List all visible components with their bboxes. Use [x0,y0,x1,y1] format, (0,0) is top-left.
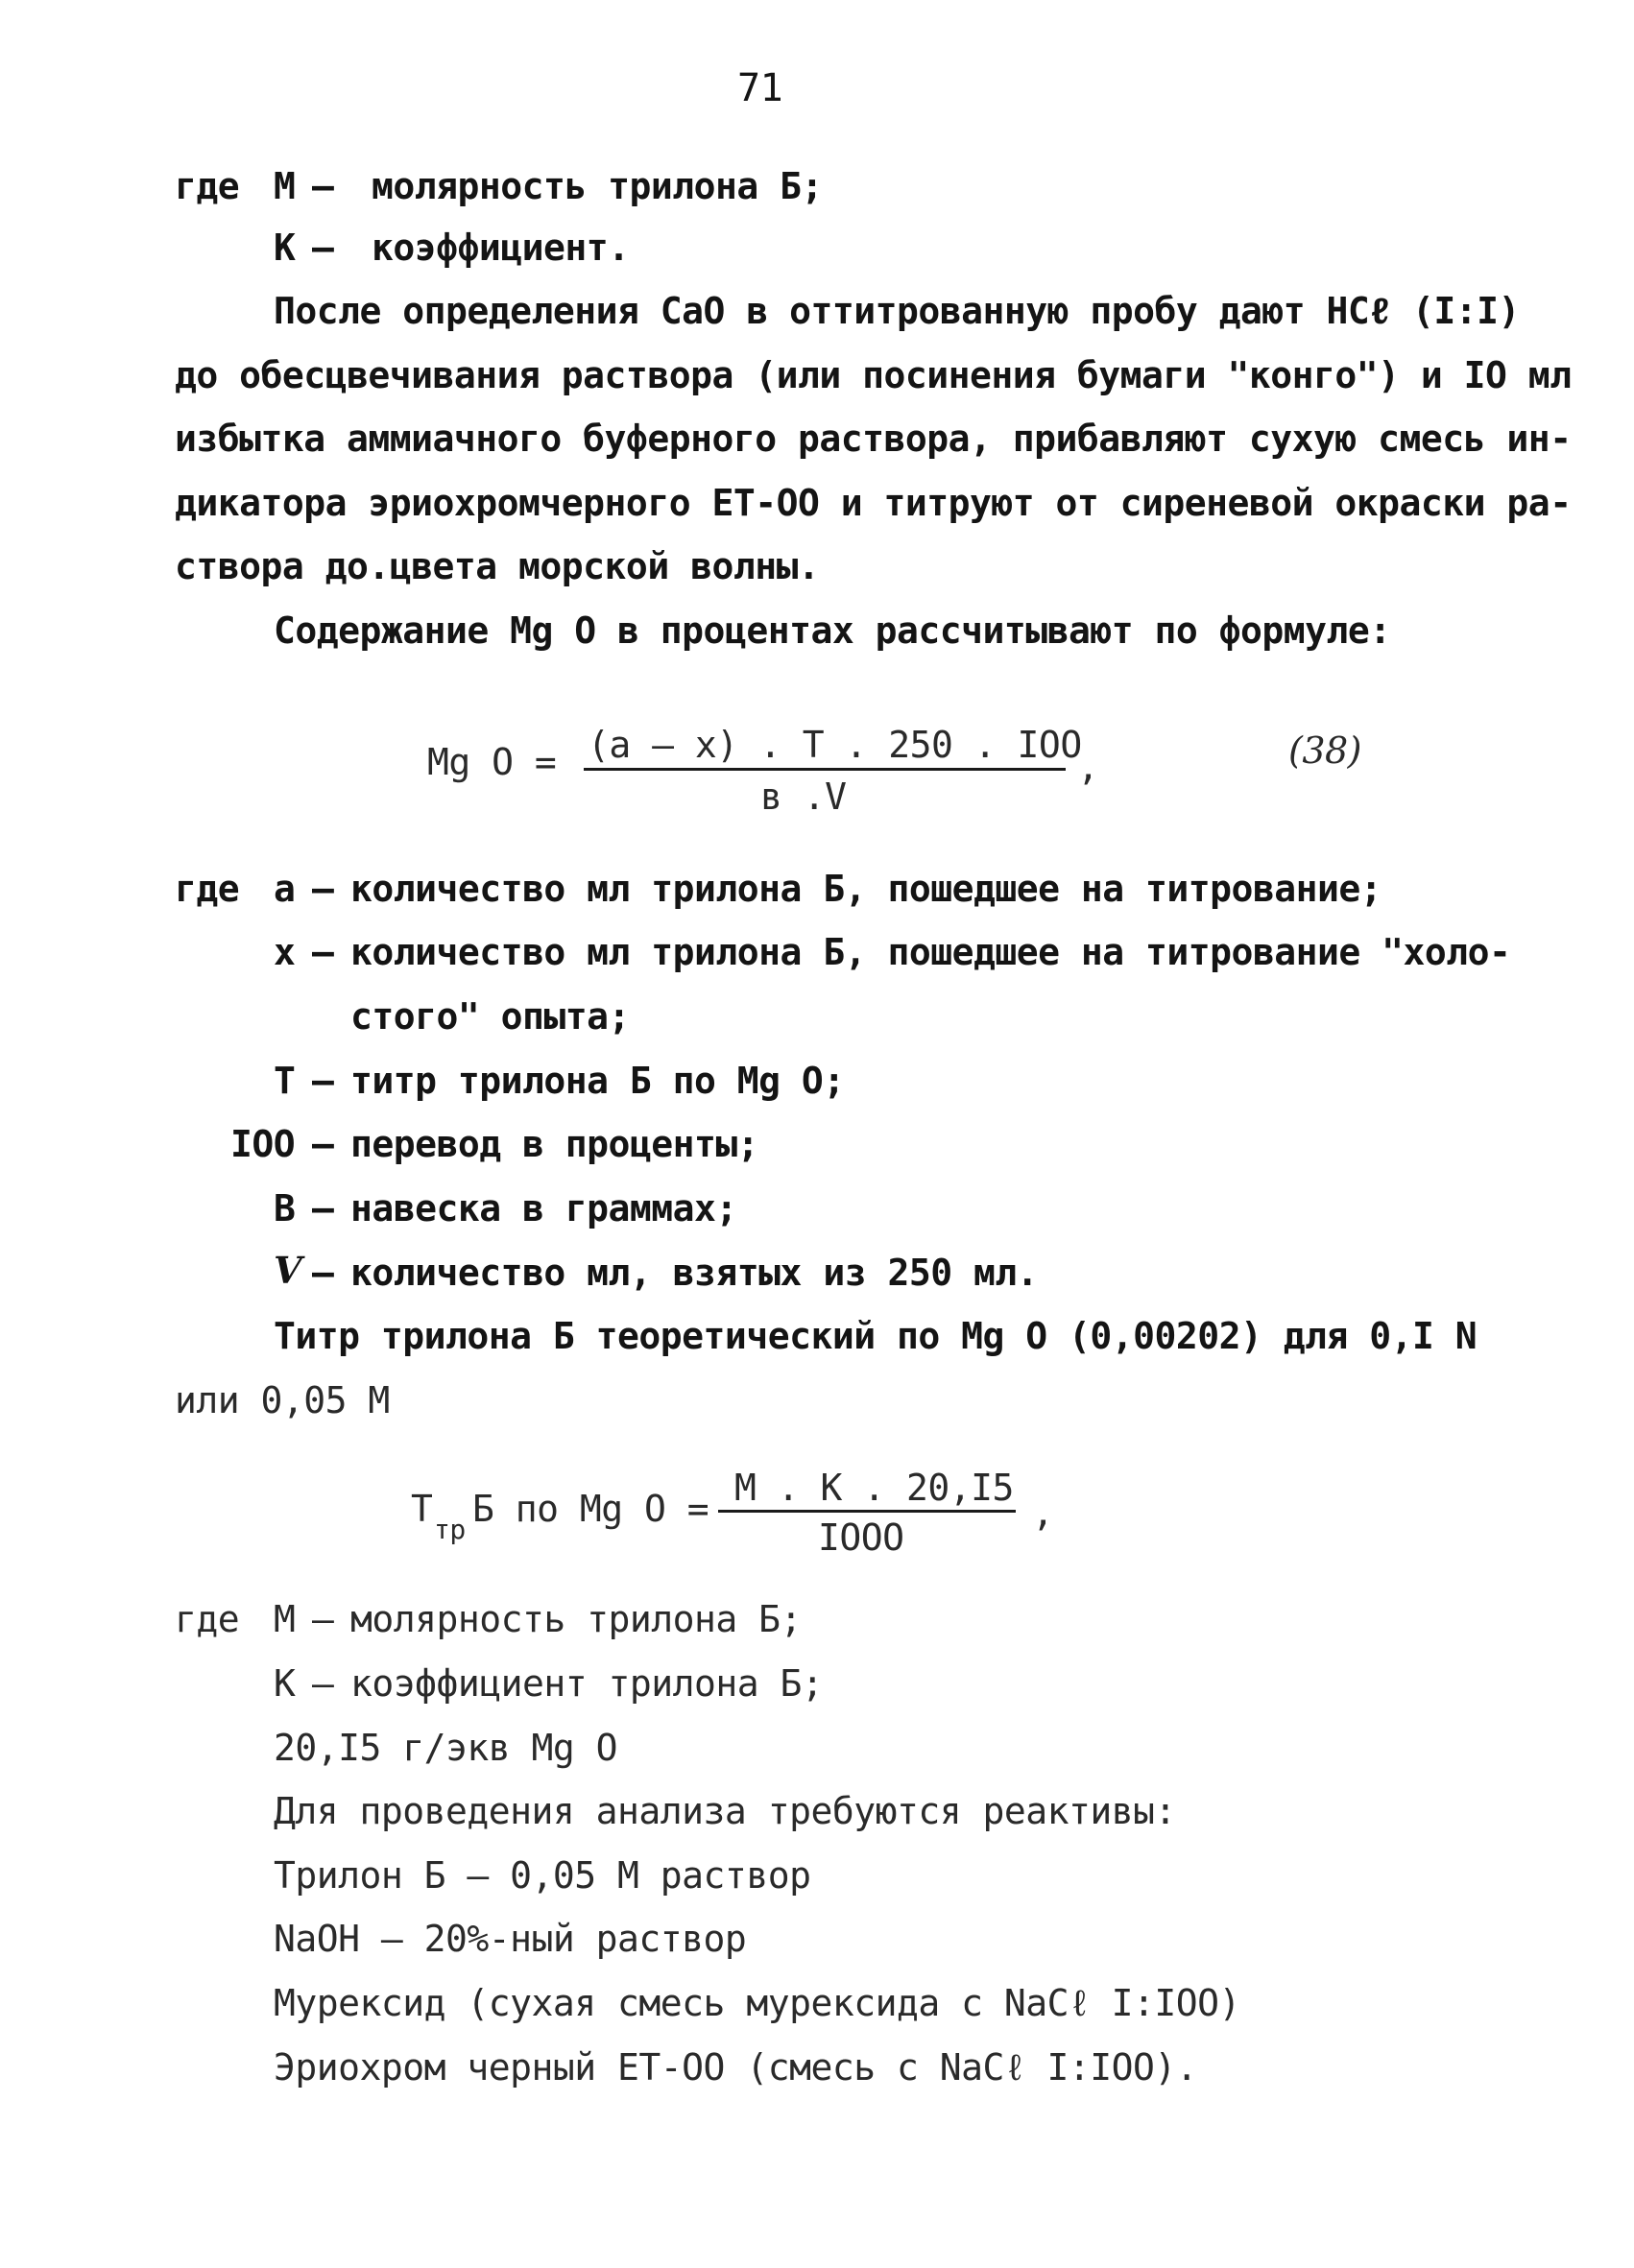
defs2-dash-3: – [312,1060,334,1102]
para1-line-4: створа до.цвета морской волны. [175,545,820,587]
tail-line-3: NаОН – 20%-ный раствор [274,1918,747,1960]
para1-line-3: дикатора эриохромчерного ЕТ-ОО и титруют от сиреневой окраски ра- [175,482,1572,524]
defs2-dash-4: – [312,1123,334,1165]
defs2-sym-4: IOO [230,1123,296,1165]
formula2-tail: , [1032,1492,1054,1534]
defs3-where: где [175,1598,240,1640]
formula1-tail: , [1077,746,1099,788]
para1-line-2: избытка аммиачного буферного раствора, прибавляют сухую смесь ин- [175,418,1572,460]
formula2-denominator: IOOO [818,1516,904,1559]
defs2-dash-0: – [312,868,334,910]
defs2-sym-6: V [274,1249,301,1292]
defs2-sym-5: В [274,1187,296,1229]
defs3-sym-0: М [274,1598,296,1640]
defs1-text-0: молярность трилона Б; [372,165,823,207]
defs2-text-2: стого" опыта; [350,995,630,1038]
defs1-dash-1: – [312,227,334,269]
tail-line-5: Эриохром черный ЕТ-ОО (смесь с NаCℓ I:IOO). [274,2046,1198,2089]
defs2-sym-0: а [274,868,296,910]
tail-line-0: 20,I5 г/экв Мg О [274,1727,618,1769]
formula1-lhs: Мg О = [427,741,557,783]
formula1-number: (38) [1288,729,1362,772]
para3-line-0: Титр трилона Б теоретический по Мg О (0,00202) для 0,I N [274,1315,1478,1357]
tail-line-4: Мурексид (сухая смесь мурексида с NаCℓ I:IOO) [274,1982,1240,2024]
formula1-denominator: в .V [760,776,847,818]
defs2-text-6: количество мл, взятых из 250 мл. [350,1252,1039,1294]
page-number: 71 [737,66,783,110]
para1-line-0: После определения СаО в оттитрованную пробу дают НСℓ (I:I) [274,290,1520,332]
defs1-sym-0: М [274,165,296,207]
defs1-text-1: коэффициент. [372,227,630,269]
formula2-lhs-main: Т [411,1488,433,1530]
defs2-text-5: навеска в граммах; [350,1187,737,1229]
formula1-numerator: (а – х) . Т . 250 . IOO [588,724,1082,766]
defs3-text-1: коэффициент трилона Б; [350,1662,824,1705]
defs3-dash-0: – [312,1598,334,1640]
formula2-lhs-sub: тр [434,1514,466,1545]
defs2-sym-3: Т [274,1060,296,1102]
para2: Содержание Мg О в процентах рассчитывают по формуле: [274,609,1391,652]
defs2-where: где [175,868,240,910]
formula2-numerator: М . К . 20,I5 [734,1467,1014,1509]
tail-line-2: Трилон Б – 0,05 М раствор [274,1854,811,1897]
formula1-fraction-bar [584,768,1066,771]
formula2-lhs-rest: Б по Мg О = [472,1488,709,1530]
defs2-text-3: титр трилона Б по Мg О; [350,1060,845,1102]
defs2-sym-1: х [274,931,296,973]
defs2-dash-1: – [312,931,334,973]
para3-line-1: или 0,05 М [175,1379,390,1421]
defs1-dash-0: – [312,165,334,207]
formula2-fraction-bar [718,1510,1016,1513]
defs1-sym-1: К [274,227,296,269]
defs3-sym-1: К [274,1662,296,1705]
defs3-text-0: молярность трилона Б; [350,1598,802,1640]
defs2-text-1: количество мл трилона Б, пошедшее на титрование "холо- [350,931,1511,973]
para1-line-1: до обесцвечивания раствора (или посинения бумаги "конго") и IO мл [175,354,1572,396]
defs3-dash-1: – [312,1662,334,1705]
tail-line-1: Для проведения анализа требуются реактивы: [274,1790,1176,1832]
defs2-dash-6: – [312,1252,334,1294]
defs2-text-0: количество мл трилона Б, пошедшее на титрование; [350,868,1382,910]
defs2-dash-5: – [312,1187,334,1229]
defs1-where: где [175,165,240,207]
defs2-text-4: перевод в проценты; [350,1123,759,1165]
